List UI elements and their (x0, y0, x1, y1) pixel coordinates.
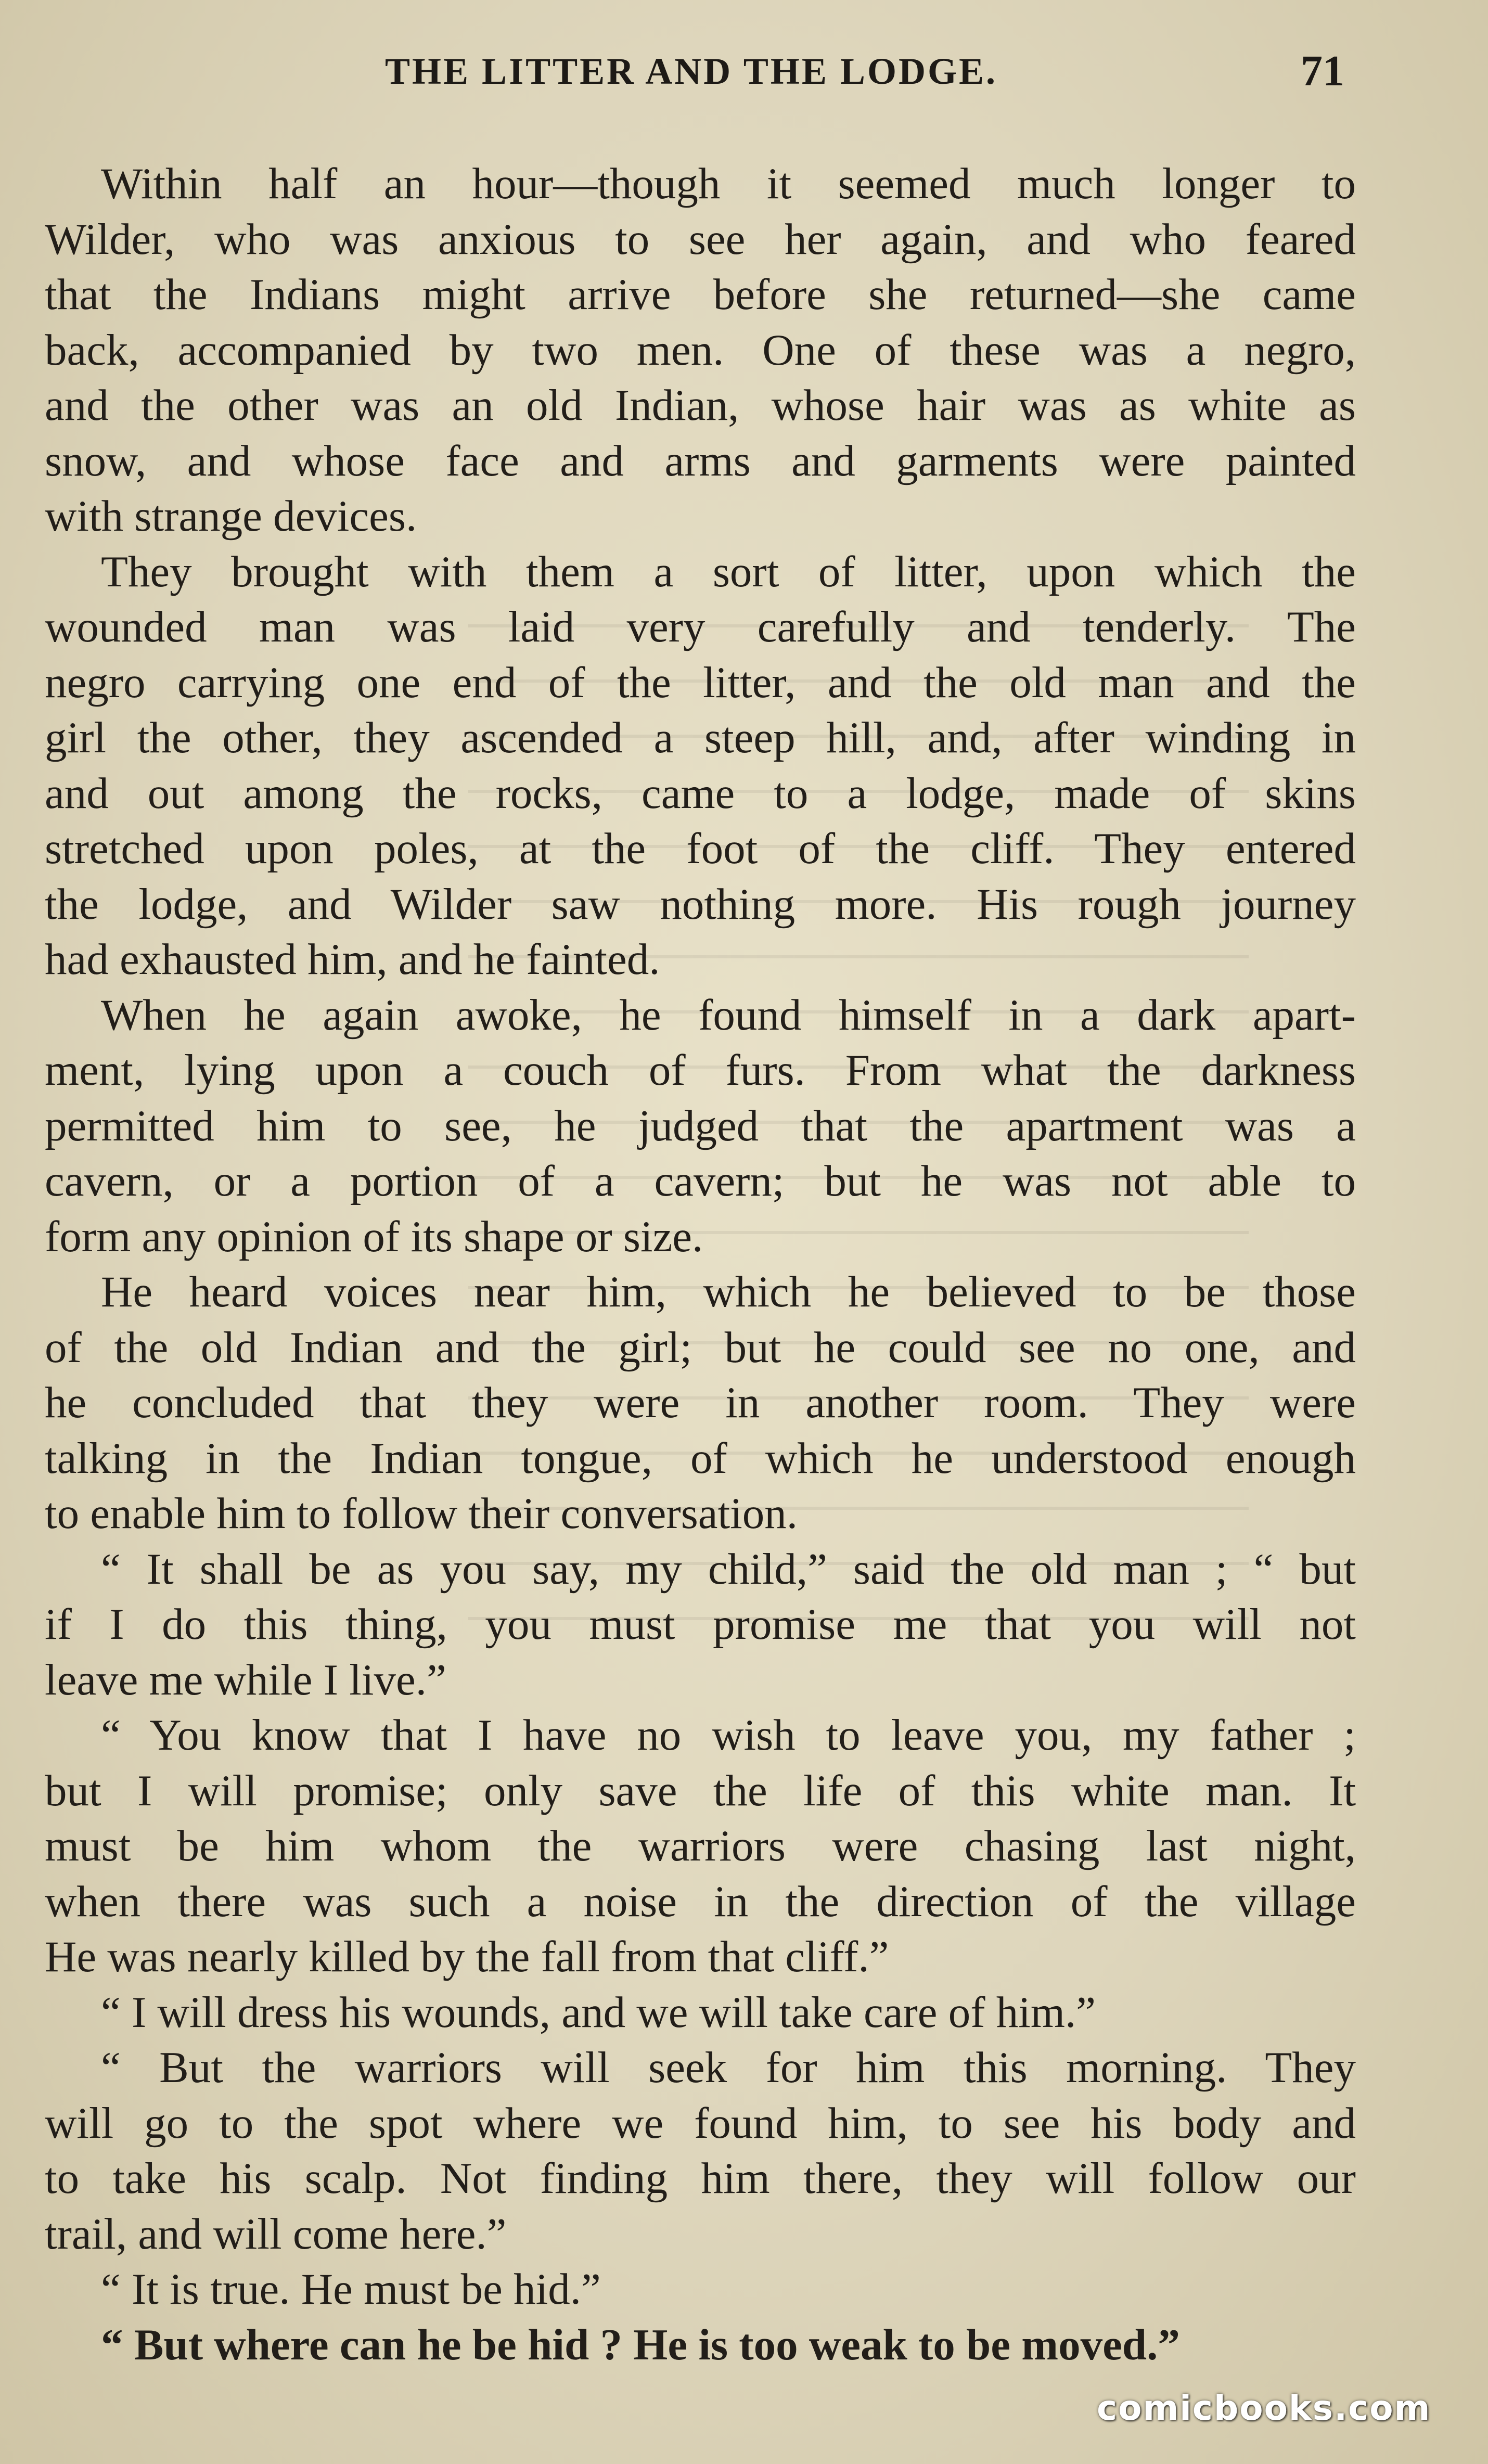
text-line: ment, lying upon a couch of furs. From what the darkness (45, 1046, 1356, 1095)
text-line: wounded man was laid very carefully and tenderly. The (45, 602, 1356, 651)
text-line: Within half an hour—though it seemed much longer to (101, 159, 1356, 208)
text-line: “ But where can he be hid ? He is too weak to be moved.” (101, 2320, 1180, 2369)
text-line: cavern, or a portion of a cavern; but he was not able to (45, 1157, 1356, 1205)
text-line: negro carrying one end of the litter, and the old man and the (45, 658, 1356, 707)
text-line: Wilder, who was anxious to see her again, and who feared (45, 214, 1356, 264)
text-line: to enable him to follow their conversation. (45, 1489, 798, 1538)
text-line: talking in the Indian tongue, of which he understood enough (45, 1433, 1356, 1483)
text-line: but I will promise; only save the life of this white man. It (45, 1766, 1356, 1815)
text-line: girl the other, they ascended a steep hill, and, after winding in (45, 713, 1356, 762)
text-line: when there was such a noise in the direction of the village (45, 1877, 1356, 1926)
text-line: snow, and whose face and arms and garments were painted (45, 436, 1356, 485)
text-line: and out among the rocks, came to a lodge, made of skins (45, 768, 1356, 818)
text-line: He was nearly killed by the fall from that cliff.” (45, 1932, 889, 1981)
text-line: leave me while I live.” (45, 1655, 446, 1704)
text-line: the lodge, and Wilder saw nothing more. His rough journey (45, 879, 1356, 929)
text-line: form any opinion of its shape or size. (45, 1212, 703, 1261)
text-line: “ It is true. He must be hid.” (101, 2265, 601, 2314)
text-line: “ I will dress his wounds, and we will take care of him.” (101, 1987, 1096, 2037)
watermark: comicbooks.com (1097, 2388, 1431, 2428)
running-head: THE LITTER AND THE LODGE. (385, 50, 997, 92)
text-line: that the Indians might arrive before she returned—she came (45, 270, 1356, 319)
text-line: if I do this thing, you must promise me that you will not (45, 1600, 1356, 1649)
text-line: “ You know that I have no wish to leave you, my father ; (101, 1711, 1356, 1760)
body-text (45, 156, 1356, 2372)
text-line: will go to the spot where we found him, to see his body and (45, 2098, 1356, 2148)
text-line: stretched upon poles, at the foot of the cliff. They entered (45, 824, 1356, 873)
text-line: “ It shall be as you say, my child,” said the old man ; “ but (101, 1544, 1356, 1594)
text-line: had exhausted him, and he fainted. (45, 935, 660, 984)
text-line: must be him whom the warriors were chasing last night, (45, 1821, 1356, 1870)
text-line: of the old Indian and the girl; but he could see no one, and (45, 1323, 1356, 1372)
text-line: “ But the warriors will seek for him this morning. They (101, 2043, 1356, 2092)
text-line: trail, and will come here.” (45, 2209, 507, 2258)
text-line: He heard voices near him, which he believed to be those (101, 1267, 1356, 1316)
text-line: back, accompanied by two men. One of these was a negro, (45, 325, 1356, 375)
text-line: They brought with them a sort of litter, upon which the (101, 547, 1356, 596)
text-line: When he again awoke, he found himself in a dark apart- (101, 990, 1356, 1040)
text-line: to take his scalp. Not finding him there, they will follow our (45, 2154, 1356, 2203)
text-line: and the other was an old Indian, whose hair was as white as (45, 381, 1356, 430)
text-line: he concluded that they were in another room. They were (45, 1378, 1356, 1427)
text-line: permitted him to see, he judged that the apartment was a (45, 1101, 1356, 1150)
page-number: 71 (1301, 47, 1344, 95)
text-line: with strange devices. (45, 492, 417, 541)
